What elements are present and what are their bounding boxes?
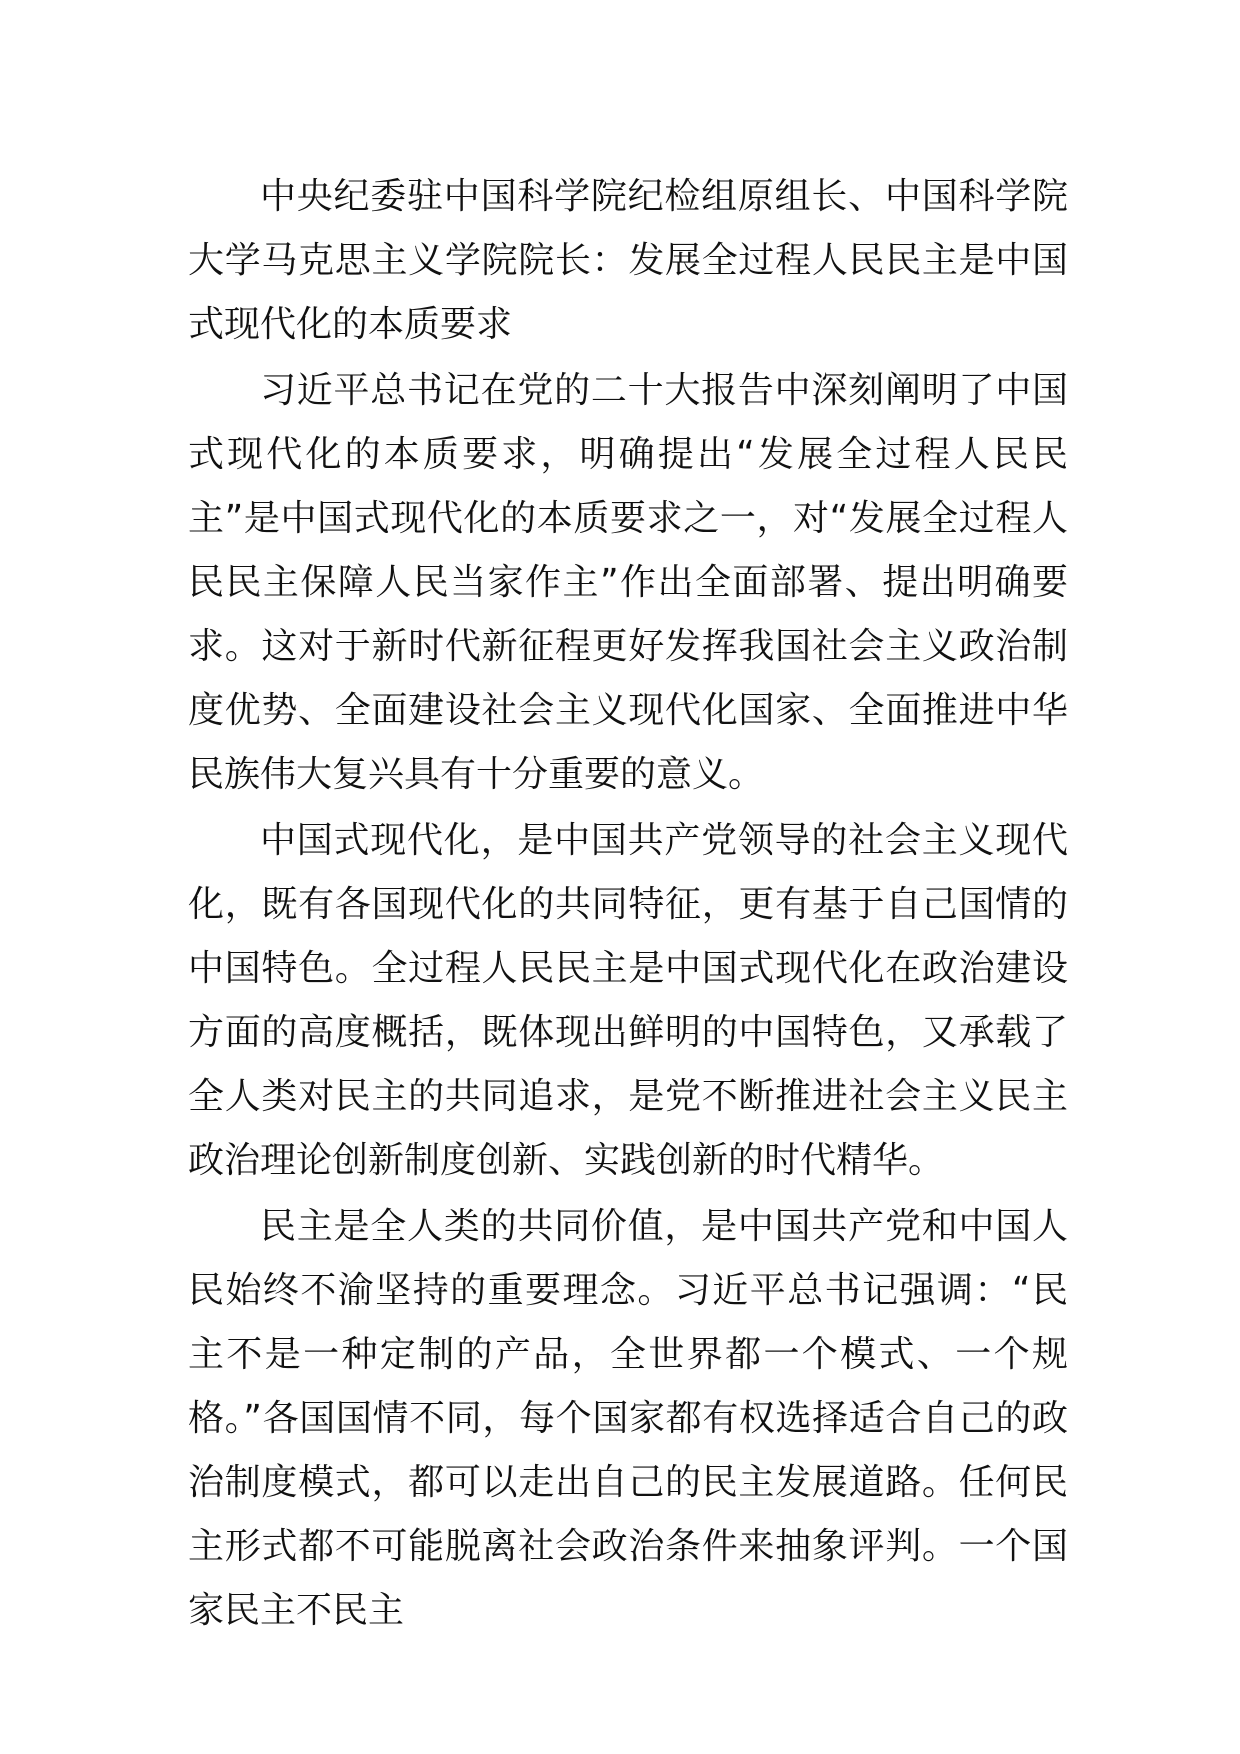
document-body (188, 165, 1068, 1643)
paragraph: 民主是全人类的共同价值，是中国共产党和中国人民始终不渝坚持的重要理念。习近平总书记强调：“民主不是一种定制的产品，全世界都一个模式、一个规格。”各国国情不同，每个国家都有权选择适合自己的政治制度模式，都可以走出自己的民主发展道路。任何民主形式都不可能脱离社会政治条件来抽象评判。一个国家民主不民主 (188, 1206, 1068, 1631)
paragraph-title: 中央纪委驻中国科学院纪检组原组长、中国科学院大学马克思主义学院院长：发展全过程人民民主是中国式现代化的本质要求 (188, 176, 1068, 345)
paragraph: 习近平总书记在党的二十大报告中深刻阐明了中国式现代化的本质要求，明确提出“发展全过程人民民主”是中国式现代化的本质要求之一，对“发展全过程人民民主保障人民当家作主”作出全面部署、提出明确要求。这对于新时代新征程更好发挥我国社会主义政治制度优势、全面建设社会主义现代化国家、全面推进中华民族伟大复兴具有十分重要的意义。 (188, 370, 1068, 795)
paragraph: 中国式现代化，是中国共产党领导的社会主义现代化，既有各国现代化的共同特征，更有基于自己国情的中国特色。全过程人民民主是中国式现代化在政治建设方面的高度概括，既体现出鲜明的中国特色，又承载了全人类对民主的共同追求，是党不断推进社会主义民主政治理论创新制度创新、实践创新的时代精华。 (188, 820, 1068, 1181)
